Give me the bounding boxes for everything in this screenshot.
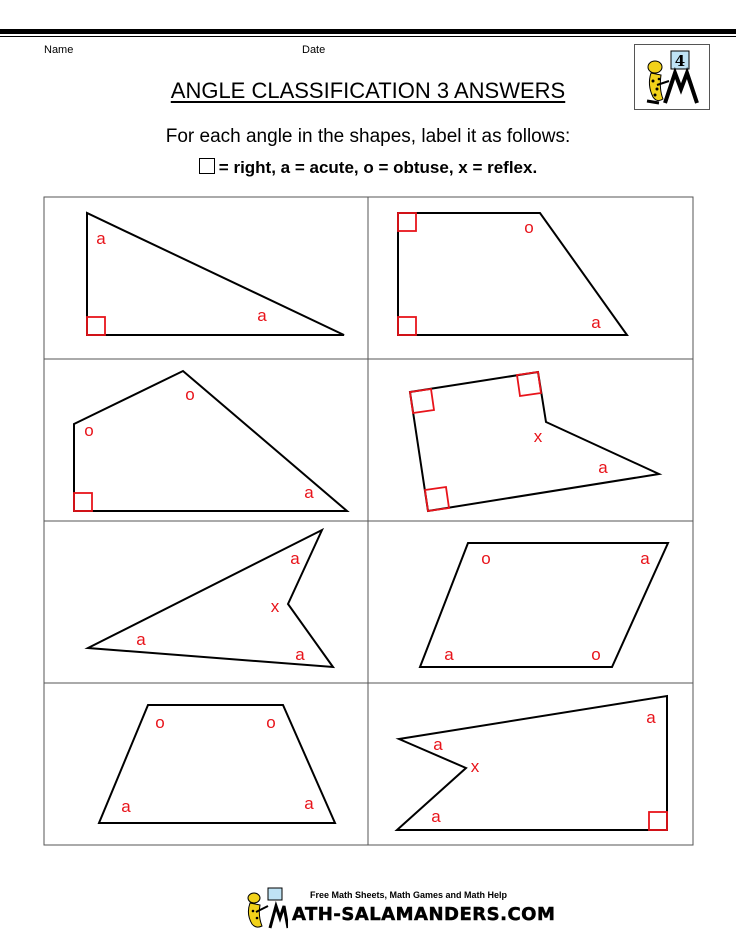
angle-label: o (524, 218, 534, 237)
grid-lines (44, 197, 693, 845)
angle-label: o (481, 549, 491, 568)
angle-label: o (591, 645, 601, 664)
salamander-footer-icon (240, 884, 288, 930)
right-angle-marker (398, 317, 416, 335)
angle-label: a (290, 549, 300, 568)
shape-trapezoid-right (398, 213, 627, 335)
instructions: For each angle in the shapes, label it as follows: (165, 126, 571, 147)
angle-label: a (304, 483, 314, 502)
key-text: = right, a = acute, o = obtuse, x = reflex. (218, 158, 538, 177)
angle-label: a (646, 708, 656, 727)
shape-parallelogram (420, 543, 668, 667)
angle-label: a (295, 645, 305, 664)
shape-triangle-right (87, 213, 344, 335)
angle-label: o (84, 421, 94, 440)
angle-label: a (598, 458, 608, 477)
angle-label: a (257, 306, 267, 325)
shape-concave-pentagon (410, 372, 659, 511)
shape-concave-quad-2 (397, 696, 667, 830)
badge-number: 4 (674, 52, 686, 70)
shape-trapezoid (99, 705, 335, 823)
angle-label: a (304, 794, 314, 813)
angle-label: a (591, 313, 601, 332)
angle-label: x (270, 597, 280, 616)
right-angle-marker (87, 317, 105, 335)
angle-label: a (640, 549, 650, 568)
angle-label: a (444, 645, 454, 664)
angle-label: a (121, 797, 131, 816)
footer-tagline: Free Math Sheets, Math Games and Math Help (310, 890, 508, 900)
page-title: ANGLE CLASSIFICATION 3 ANSWERS (170, 78, 566, 103)
shape-pentagon (74, 371, 347, 511)
angle-label: x (470, 757, 480, 776)
angle-label: x (533, 427, 543, 446)
footer-brand: ATH-SALAMANDERS.COM (292, 904, 556, 925)
angle-label: o (185, 385, 195, 404)
angle-label: a (431, 807, 441, 826)
right-angle-marker (398, 213, 416, 231)
angle-label: a (433, 735, 443, 754)
shape-concave-quad-1 (88, 530, 333, 667)
angle-label: o (155, 713, 165, 732)
angle-label: a (136, 630, 146, 649)
date-label: Date (302, 44, 326, 56)
angle-label: o (266, 713, 276, 732)
right-angle-marker (74, 493, 92, 511)
right-angle-marker (649, 812, 667, 830)
angle-label: a (96, 229, 106, 248)
name-label: Name (44, 44, 74, 56)
